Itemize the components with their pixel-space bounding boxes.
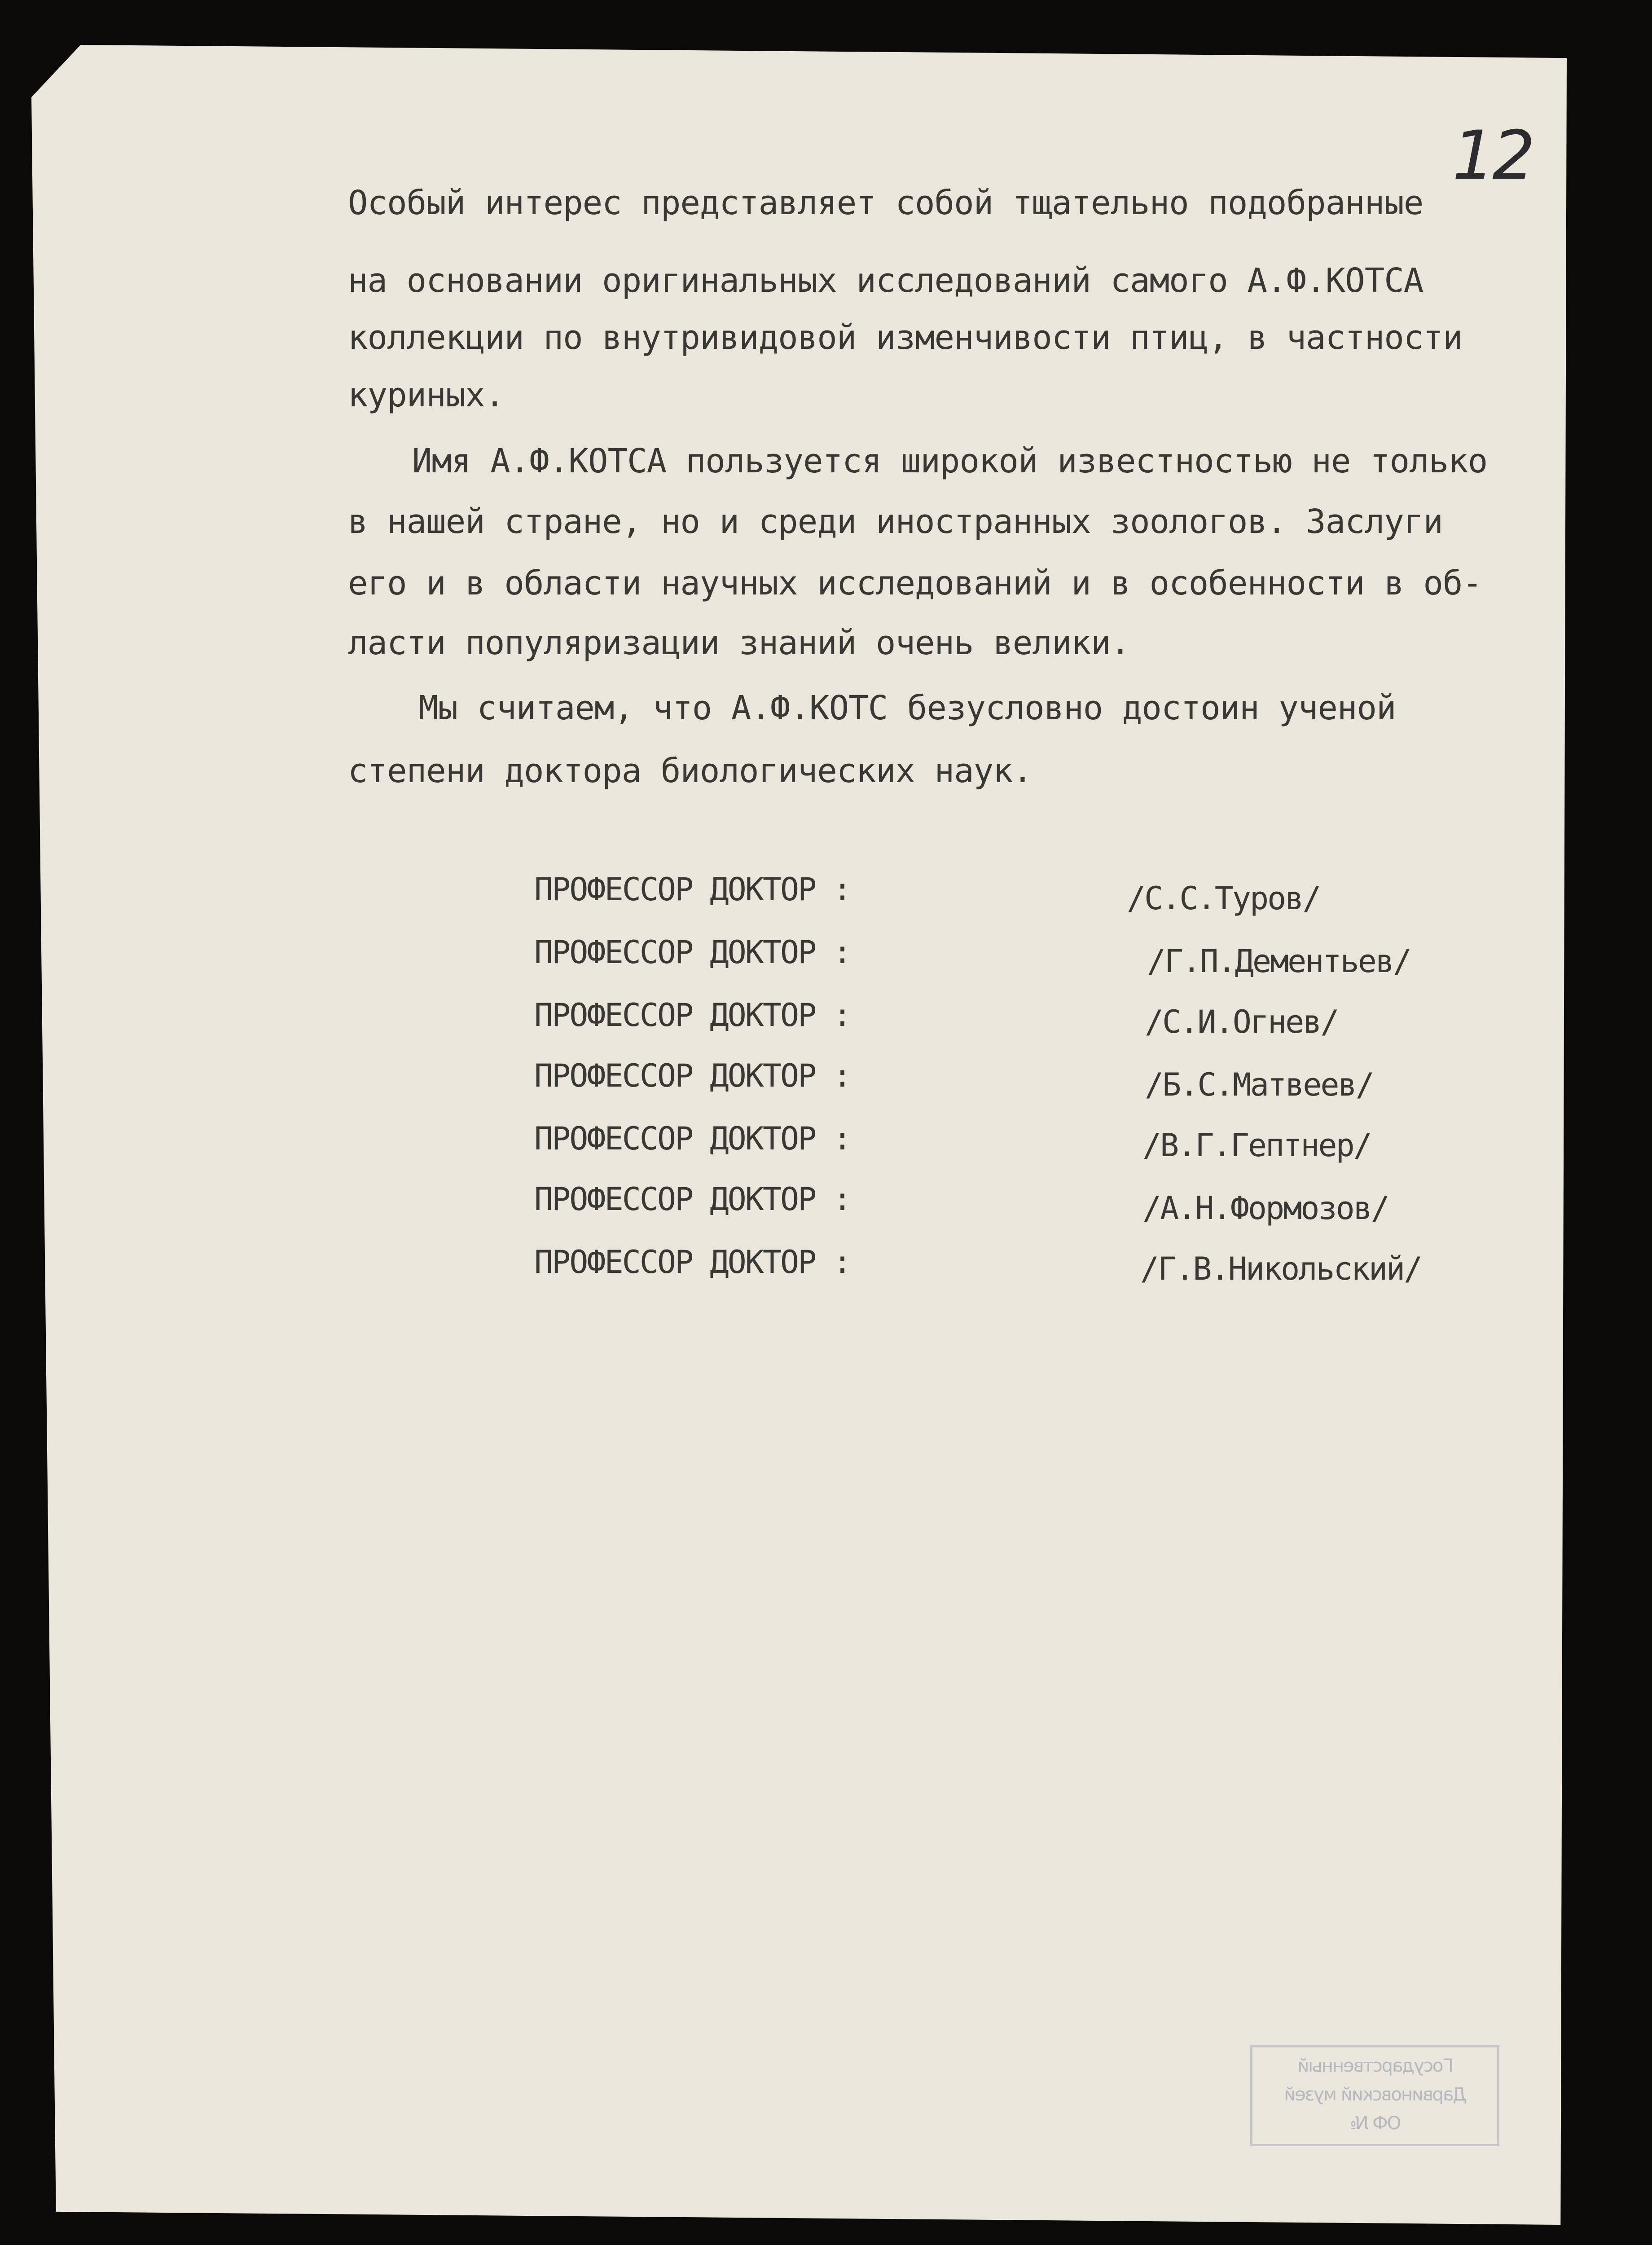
- signature-title: ПРОФЕССОР ДОКТОР :: [534, 1181, 851, 1218]
- signature-title: ПРОФЕССОР ДОКТОР :: [534, 871, 851, 908]
- body-text-line: куриных.: [348, 376, 505, 414]
- page-number: 12: [1452, 117, 1533, 195]
- signature-title: ПРОФЕССОР ДОКТОР :: [534, 1057, 851, 1094]
- body-text-line: его и в области научных исследований и в особенности в об-: [348, 564, 1482, 603]
- signature-name: /С.И.Огнев/: [1145, 1004, 1338, 1040]
- body-text-line: Мы считаем, что А.Ф.КОТС безусловно достоин ученой: [418, 689, 1396, 727]
- signature-name: /В.Г.Гептнер/: [1142, 1127, 1371, 1164]
- signature-title: ПРОФЕССОР ДОКТОР :: [534, 1120, 851, 1157]
- body-text-line: Особый интерес представляет собой тщательно подобранные: [348, 184, 1424, 222]
- museum-stamp: [1250, 2045, 1499, 2146]
- stamp-line: Дарвиновский музей: [1285, 2084, 1467, 2105]
- body-text-line: ласти популяризации знаний очень велики.: [348, 624, 1130, 662]
- signature-name: /С.С.Туров/: [1127, 880, 1320, 917]
- body-text-line: степени доктора биологических наук.: [348, 752, 1032, 790]
- signature-name: /Г.В.Никольский/: [1140, 1250, 1422, 1287]
- body-text-line: Имя А.Ф.КОТСА пользуется широкой известностью не только: [412, 442, 1488, 480]
- signature-title: ПРОФЕССОР ДОКТОР :: [534, 1244, 851, 1281]
- signature-title: ПРОФЕССОР ДОКТОР :: [534, 997, 851, 1034]
- body-text-line: коллекции по внутривидовой изменчивости птиц, в частности: [348, 318, 1463, 357]
- signature-title: ПРОФЕССОР ДОКТОР :: [534, 934, 851, 971]
- signature-name: /Г.П.Дементьев/: [1147, 943, 1411, 980]
- stamp-line: Государственный: [1298, 2056, 1454, 2076]
- body-text-line: на основании оригинальных исследований самого А.Ф.КОТСА: [348, 261, 1424, 300]
- stamp-line: ОФ №: [1350, 2113, 1402, 2134]
- signature-name: /Б.С.Матвеев/: [1145, 1066, 1373, 1103]
- signature-name: /А.Н.Формозов/: [1142, 1190, 1389, 1227]
- body-text-line: в нашей стране, но и среди иностранных зоологов. Заслуги: [348, 502, 1443, 541]
